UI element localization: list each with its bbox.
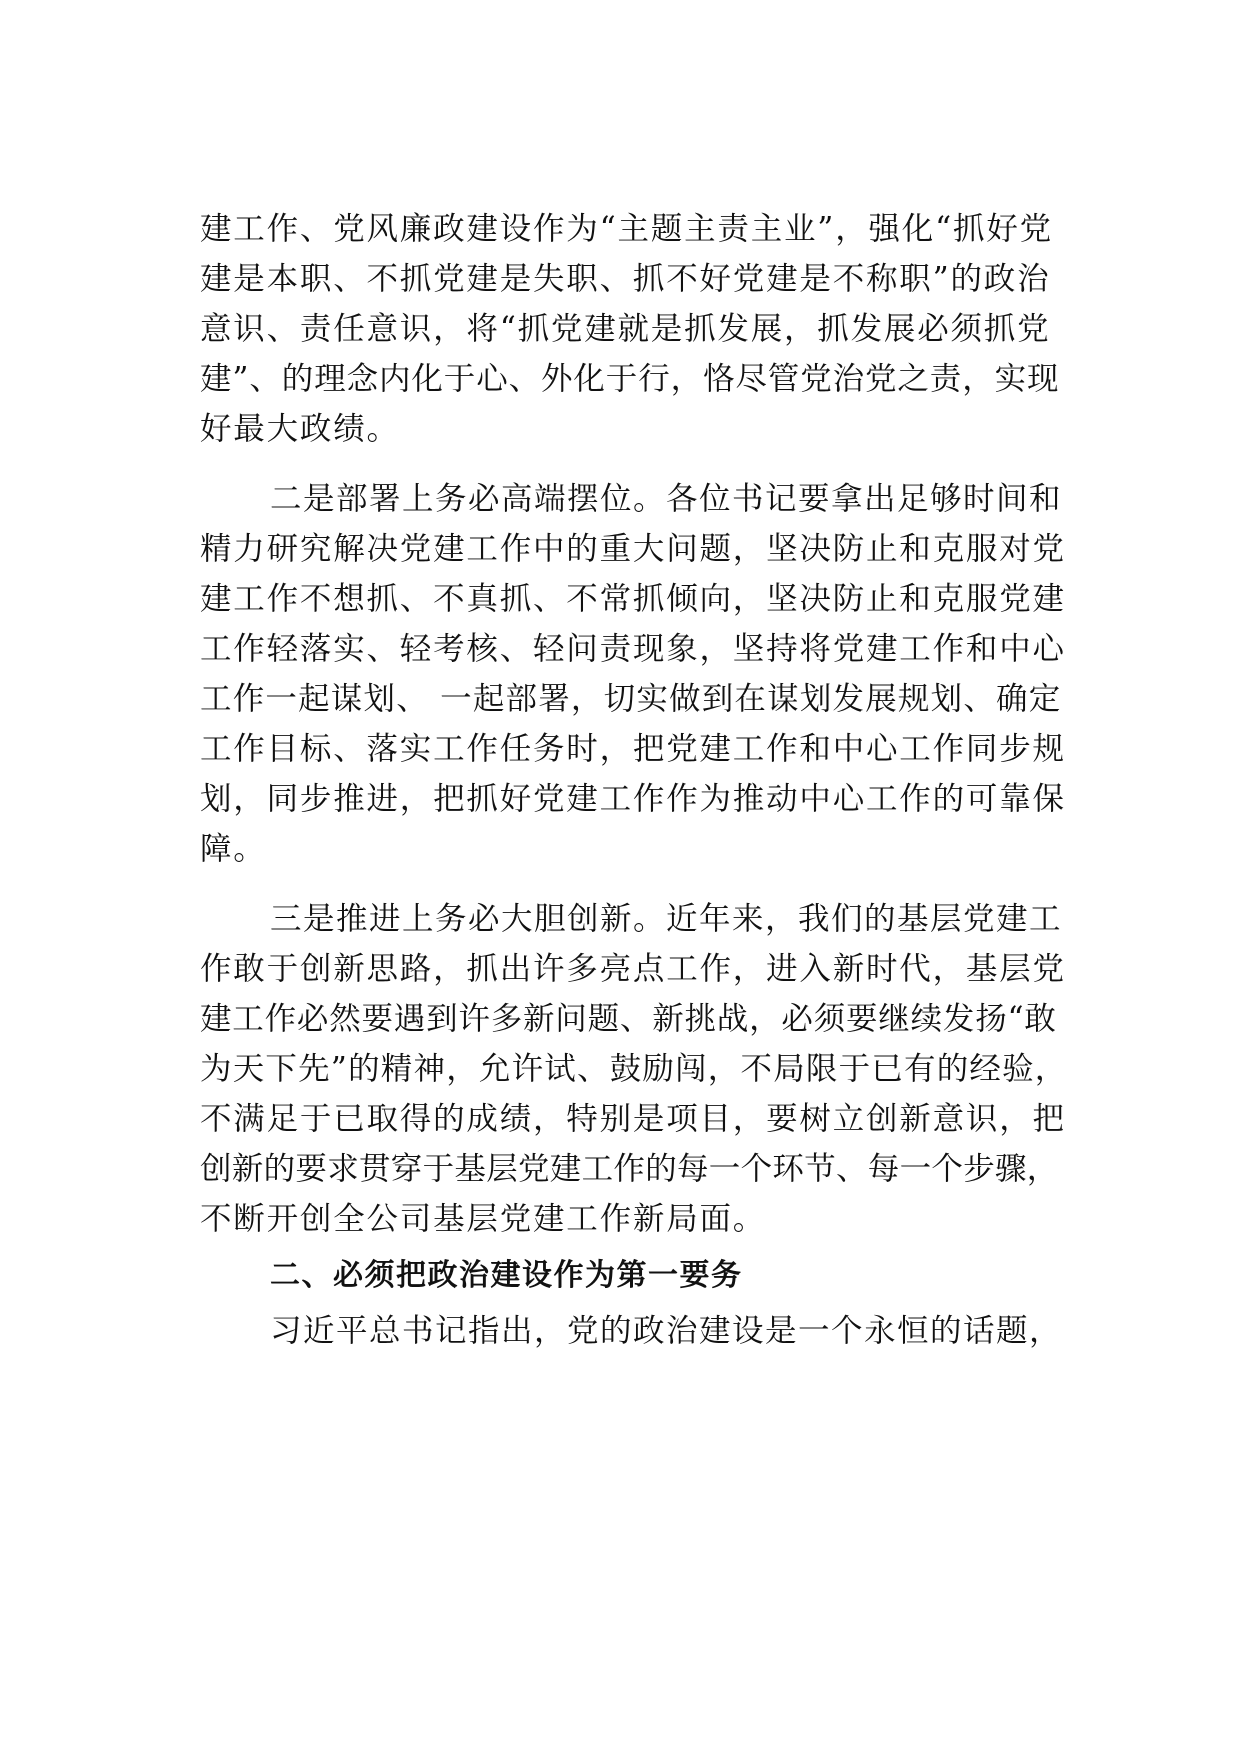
text-line: 建是本职、不抓党建是失职、抓不好党建是不称职”的政治 xyxy=(200,261,1051,297)
text-line: 作敢于创新思路，抓出许多亮点工作，进入新时代，基层党 xyxy=(200,951,1066,987)
text-line: 建工作、党风廉政建设作为“主题主责主业”，强化“抓好党 xyxy=(200,211,1053,247)
text-line: 建工作必然要遇到许多新问题、新挑战，必须要继续发扬“敢 xyxy=(200,1001,1057,1037)
text-line: 创新的要求贯穿于基层党建工作的每一个环节、每一个步骤， xyxy=(200,1151,1059,1187)
text-line: 习近平总书记指出，党的政治建设是一个永恒的话题， xyxy=(270,1313,1063,1349)
text-line: 障。 xyxy=(200,831,267,867)
text-line: 建工作不想抓、不真抓、不常抓倾向，坚决防止和克服党建 xyxy=(200,581,1066,617)
text-line: 不满足于已取得的成绩，特别是项目，要树立创新意识，把 xyxy=(200,1101,1066,1137)
section-heading: 二、必须把政治建设作为第一要务 xyxy=(270,1258,743,1293)
text-line: 好最大政绩。 xyxy=(200,411,400,447)
text-line: 工作轻落实、轻考核、轻问责现象，坚持将党建工作和中心 xyxy=(200,631,1066,667)
text-line: 工作一起谋划、 一起部署，切实做到在谋划发展规划、确定 xyxy=(200,681,1062,717)
text-line: 不断开创全公司基层党建工作新局面。 xyxy=(200,1201,767,1237)
text-line: 建”、的理念内化于心、外化于行，恪尽管党治党之责，实现 xyxy=(200,361,1060,397)
text-line: 划，同步推进，把抓好党建工作作为推动中心工作的可靠保 xyxy=(200,781,1066,817)
text-line: 为天下先”的精神，允许试、鼓励闯，不局限于已有的经验， xyxy=(200,1051,1068,1087)
text-line: 二是部署上务必高端摆位。各位书记要拿出足够时间和 xyxy=(270,481,1063,517)
text-line: 精力研究解决党建工作中的重大问题，坚决防止和克服对党 xyxy=(200,531,1066,567)
text-line: 意识、责任意识，将“抓党建就是抓发展，抓发展必须抓党 xyxy=(200,311,1051,347)
text-line: 三是推进上务必大胆创新。近年来，我们的基层党建工 xyxy=(270,901,1063,937)
text-line: 工作目标、落实工作任务时，把党建工作和中心工作同步规 xyxy=(200,731,1066,767)
